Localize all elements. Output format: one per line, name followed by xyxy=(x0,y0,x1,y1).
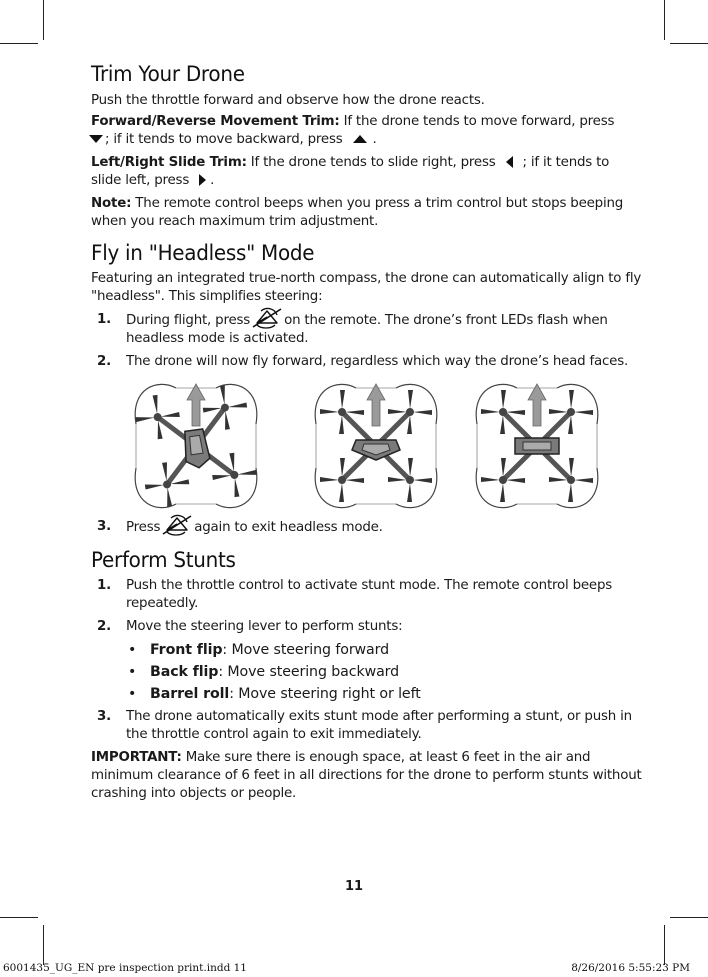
list-item: 2. The drone will now fly forward, regardless which way the drone’s head faces. xyxy=(97,354,629,369)
bullet-item: • Barrel roll: Move steering right or left xyxy=(128,686,421,702)
trim-note: Note: The remote control beeps when you press a trim control but stops beeping when you reach maximum trim adjustment. xyxy=(91,196,624,229)
page-number: 11 xyxy=(344,879,364,894)
drone-illustration xyxy=(131,382,261,510)
triangle-down-icon xyxy=(89,135,103,143)
headless-mode-icon xyxy=(251,307,283,329)
note-label: Note: xyxy=(91,196,132,211)
trim-section-title: Trim Your Drone xyxy=(91,62,245,86)
crop-mark xyxy=(664,925,665,965)
crop-mark xyxy=(0,917,38,918)
triangle-up-icon xyxy=(353,135,367,143)
print-slug-left: 6001435_UG_EN pre inspection print.indd 11 xyxy=(3,962,247,974)
triangle-right-icon xyxy=(199,174,206,186)
drone-illustration xyxy=(472,382,602,510)
crop-mark xyxy=(670,917,708,918)
important-label: IMPORTANT: xyxy=(91,750,182,765)
crop-mark xyxy=(670,43,708,44)
crop-mark xyxy=(43,0,44,40)
crop-mark xyxy=(664,0,665,40)
crop-mark xyxy=(43,925,44,965)
page-content xyxy=(91,62,643,803)
drone-illustrations xyxy=(91,382,643,512)
headless-section-title: Fly in "Headless" Mode xyxy=(91,241,315,265)
forward-reverse-trim-label: Forward/Reverse Movement Trim: xyxy=(91,114,340,129)
important-note: IMPORTANT: Make sure there is enough space, at least 6 feet in the air and minimum clearance of 6 feet in all directions for the drone to perform stunts without crashing into objects or people. xyxy=(91,750,642,801)
list-item: 1. Push the throttle control to activate stunt mode. The remote control beeps repeatedly. xyxy=(97,578,613,611)
crop-mark xyxy=(0,43,38,44)
stunts-section-title: Perform Stunts xyxy=(91,548,236,572)
drone-illustration xyxy=(311,382,441,510)
forward-reverse-trim-paragraph: Forward/Reverse Movement Trim: If the drone tends to move forward, press ; if it tends to move backward, press . xyxy=(91,114,615,147)
left-right-trim-label: Left/Right Slide Trim: xyxy=(91,155,247,170)
list-item: 2. Move the steering lever to perform stunts: xyxy=(97,619,403,634)
headless-intro: Featuring an integrated true-north compass, the drone can automatically align to fly "headless". This simplifies steering: xyxy=(91,271,642,304)
print-slug-right: 8/26/2016 5:55:23 PM xyxy=(571,962,690,974)
list-item: 1. During flight, press on the remote. The drone’s front LEDs flash when headless mode is activated. xyxy=(91,311,643,348)
bullet-item: • Back flip: Move steering backward xyxy=(128,664,400,680)
list-item: 3. Press again to exit headless mode. xyxy=(91,518,643,537)
trim-intro: Push the throttle forward and observe how the drone reacts. xyxy=(91,93,485,108)
list-item: 3. The drone automatically exits stunt mode after performing a stunt, or push in the throttle control again to exit immediately. xyxy=(97,709,632,742)
triangle-left-icon xyxy=(506,156,513,168)
headless-mode-icon xyxy=(161,514,193,536)
bullet-item: • Front flip: Move steering forward xyxy=(128,642,390,658)
left-right-trim-paragraph: Left/Right Slide Trim: If the drone tends to slide right, press ; if it tends to slide left, press . xyxy=(91,155,610,188)
